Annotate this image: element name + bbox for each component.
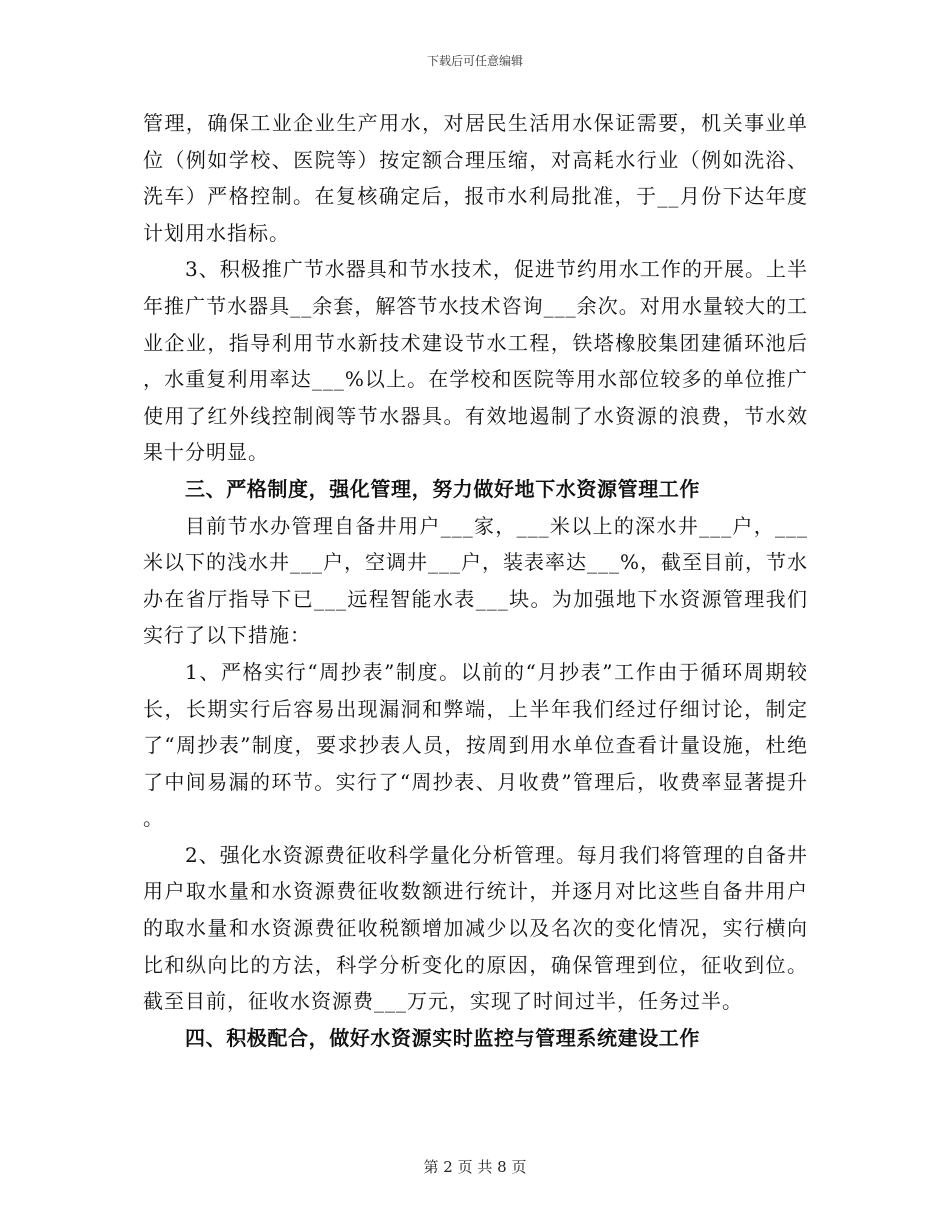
paragraph-wells-overview: 目前节水办管理自备井用户___家，___米以上的深水井___户，___米以下的浅水井___户，空调井___户，装表率达___%，截至目前，节水办在省厅指导下已___远程智能水表___块。为加强地下水资源管理我们实行了以下措施： [143,513,809,648]
paragraph-weekly-meter-reading: 1、严格实行“周抄表”制度。以前的“月抄表”工作由于循环周期较长，长期实行后容易出现漏洞和弊端，上半年我们经过仔细讨论，制定了“周抄表”制度，要求抄表人员，按周到用水单位查看计量设施，杜绝了中间易漏的环节。实行了“周抄表、月收费”管理后，收费率显著提升。 [143,659,808,831]
page-number: 第 2 页 共 8 页 [423,1158,527,1176]
paragraph-water-quota-allocation: 管理，确保工业企业生产用水，对居民生活用水保证需要，机关事业单位（例如学校、医院等）按定额合理压缩，对高耗水行业（例如洗浴、洗车）严格控制。在复核确定后，报市水利局批准，于__月份下达年度计划用水指标。 [143,111,808,245]
paragraph-fee-analysis: 2、强化水资源费征收科学量化分析管理。每月我们将管理的自备井用户取水量和水资源费征收数额进行统计，并逐月对比这些自备井用户的取水量和水资源费征收税额增加减少以及名次的变化情况，实行横向比和纵向比的方法，科学分析变化的原因，确保管理到位，征收到位。截至目前，征收水资源费___万元，实现了时间过半，任务过半。 [143,842,808,1014]
section-heading-groundwater-management: 三、严格制度，强化管理，努力做好地下水资源管理工作 [185,476,700,501]
page-header: 下载后可任意编辑 [426,54,523,68]
paragraph-water-saving-devices: 3、积极推广节水器具和节水技术，促进节约用水工作的开展。上半年推广节水器具__余套，解答节水技术咨询___余次。对用水量较大的工业企业，指导利用节水新技术建设节水工程，铁塔橡胶集团建循环池后，水重复利用率达___%以上。在学校和医院等用水部位较多的单位推广使用了红外线控制阀等节水器具。有效地遏制了水资源的浪费，节水效果十分明显。 [143,257,808,465]
section-heading-monitoring-system: 四、积极配合，做好水资源实时监控与管理系统建设工作 [185,1025,700,1050]
document-body [143,105,808,1056]
